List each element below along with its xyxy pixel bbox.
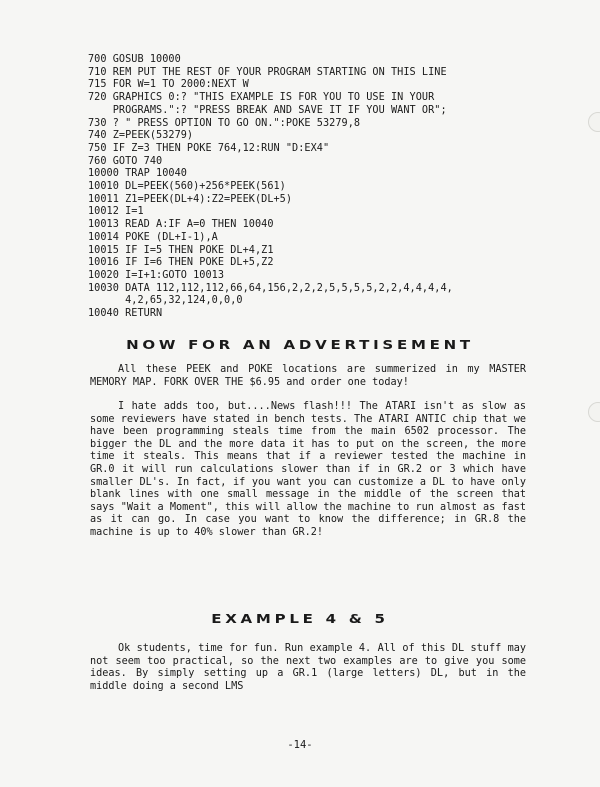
- code-line: 10030 DATA 112,112,112,66,64,156,2,2,2,5,5,5,5,2,2,4,4,4,4,: [88, 282, 453, 294]
- code-line: 10016 IF I=6 THEN POKE DL+5,Z2: [88, 257, 274, 269]
- code-line: 10000 TRAP 10040: [88, 168, 187, 180]
- punch-hole: [588, 402, 600, 422]
- code-line: 750 IF Z=3 THEN POKE 764,12:RUN "D:EX4": [88, 142, 330, 154]
- code-line: 10013 READ A:IF A=0 THEN 10040: [88, 219, 274, 231]
- page-number: -14-: [287, 739, 313, 751]
- code-line: 715 FOR W=1 TO 2000:NEXT W: [88, 79, 249, 91]
- paragraph-news-flash: I hate adds too, but....News flash!!! The ATARI isn't as slow as some reviewers have stated in bench tests. The ATARI ANTIC chip that we have been programming steals time from the main 6502 processor. The bigger the DL and the more data it has to put on the screen, the more time it steals. This means that if a reviewer tested the machine in GR.0 it will run calculations slower than if in GR.2 or 3 which have smaller DL's. In fact, if you want you can customize a DL to have only blank lines with one small message in the middle of the screen that says "Wait a Moment", this will allow the machine to run almost as fast as it can go. In case you want to know the difference; in GR.8 the machine is up to 40% slower than GR.2!: [90, 401, 526, 538]
- code-line: 10040 RETURN: [88, 308, 163, 320]
- code-line: 710 REM PUT THE REST OF YOUR PROGRAM STARTING ON THIS LINE: [88, 66, 447, 78]
- punch-hole: [588, 112, 600, 132]
- code-line: 10012 I=1: [88, 206, 144, 218]
- code-line: 10011 Z1=PEEK(DL+4):Z2=PEEK(DL+5): [88, 193, 293, 205]
- code-line: 10014 POKE (DL+I-1),A: [88, 231, 218, 243]
- code-line: 10020 I=I+1:GOTO 10013: [88, 269, 225, 281]
- code-line: 730 ? " PRESS OPTION TO GO ON.":POKE 53279,8: [88, 117, 361, 129]
- code-line: PROGRAMS.":? "PRESS BREAK AND SAVE IT IF YOU WANT OR";: [88, 104, 447, 116]
- code-line: 10015 IF I=5 THEN POKE DL+4,Z1: [88, 244, 274, 256]
- section-heading-example: EXAMPLE 4 & 5: [211, 612, 389, 626]
- code-line: 720 GRAPHICS 0:? "THIS EXAMPLE IS FOR YOU TO USE IN YOUR: [88, 92, 435, 104]
- paragraph-example: Ok students, time for fun. Run example 4. All of this DL stuff may not seem too practical, so the next two examples are to give you some ideas. By simply setting up a GR.1 (large letters) DL, but in the middle doing a second LMS: [90, 643, 526, 692]
- basic-code-listing: [88, 54, 453, 321]
- code-line: 700 GOSUB 10000: [88, 54, 181, 65]
- code-line: 760 GOTO 740: [88, 155, 163, 167]
- code-line: 10010 DL=PEEK(560)+256*PEEK(561): [88, 181, 286, 193]
- code-line: 740 Z=PEEK(53279): [88, 130, 194, 142]
- code-line: 4,2,65,32,124,0,0,0: [88, 295, 243, 307]
- section-heading-advertisement: NOW FOR AN ADVERTISEMENT: [126, 338, 474, 352]
- paragraph-advertisement: All these PEEK and POKE locations are summerized in my MASTER MEMORY MAP. FORK OVER THE $6.95 and order one today!: [90, 364, 526, 388]
